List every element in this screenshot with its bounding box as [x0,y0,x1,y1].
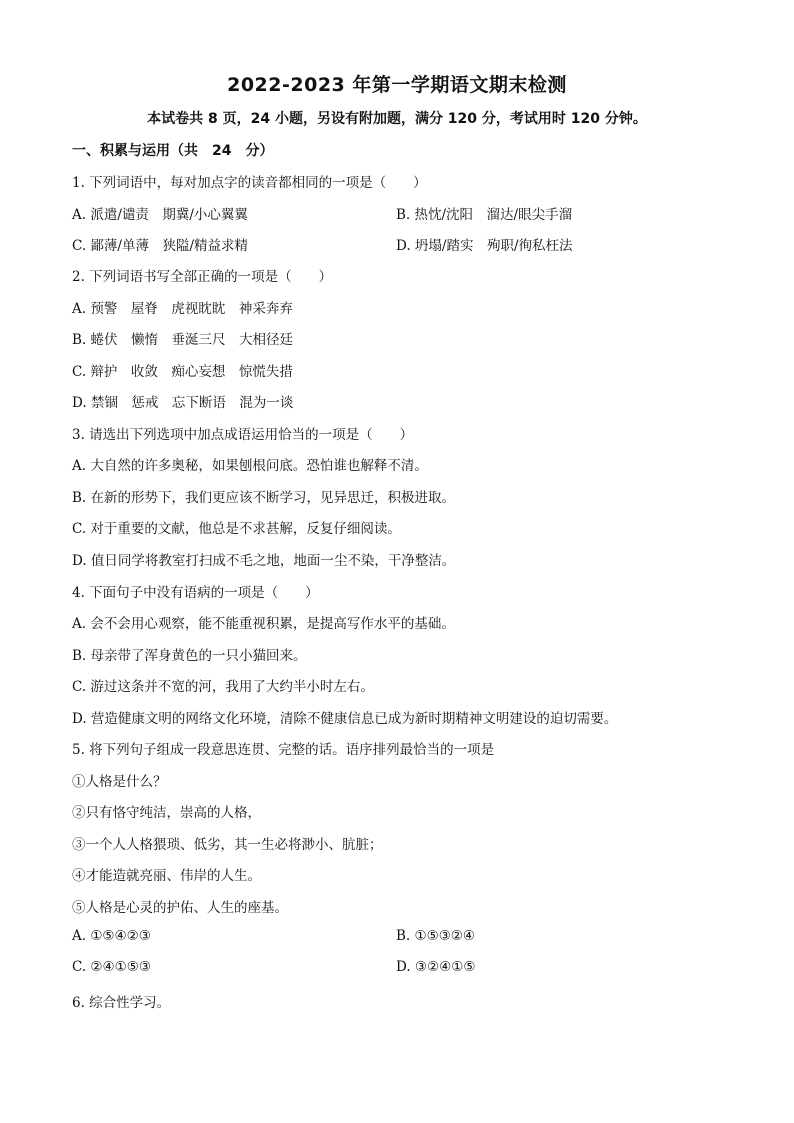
question-6-stem: 6. 综合性学习。 [72,995,171,1011]
question-4-option-c: C. 游过这条并不宽的河，我用了大约半小时左右。 [72,679,374,695]
question-5-stem: 5. 将下列句子组成一段意思连贯、完整的话。语序排列最恰当的一项是 [72,742,495,758]
page-title: 2022-2023 年第一学期语文期末检测 [227,74,567,96]
question-5-option-c: C. ②④①⑤③ [72,959,151,975]
question-5-sentence-1: ①人格是什么？ [72,774,167,790]
question-3-stem: 3. 请选出下列选项中加点成语运用恰当的一项是（ ） [72,427,414,443]
question-5-option-d: D. ③②④①⑤ [396,959,476,975]
question-5-sentence-2: ②只有恪守纯洁，崇高的人格， [72,805,261,821]
section-heading: 一、积累与运用（共 24 分） [72,143,274,159]
question-4-option-d: D. 营造健康文明的网络文化环境，清除不健康信息已成为新时期精神文明建设的迫切需要。 [72,711,618,727]
question-2-option-a: A. 预警 屋脊 虎视眈眈 神采奔弃 [72,301,293,317]
question-3-option-c: C. 对于重要的文献，他总是不求甚解，反复仔细阅读。 [72,521,401,537]
question-5-option-b: B. ①⑤③②④ [396,928,476,944]
question-2-stem: 2. 下列词语书写全部正确的一项是（ ） [72,269,333,285]
question-3-option-d: D. 值日同学将教室打扫成不毛之地，地面一尘不染，干净整洁。 [72,553,456,569]
question-4-stem: 4. 下面句子中没有语病的一项是（ ） [72,585,319,601]
question-1-option-b: B. 热忱/沈阳 溜达/眼尖手溜 [396,207,573,223]
question-2-option-d: D. 禁锢 惩戒 忘下断语 混为一谈 [72,395,294,411]
question-2-option-b: B. 蜷伏 懒惰 垂涎三尺 大相径廷 [72,332,294,348]
question-5-option-a: A. ①⑤④②③ [72,928,151,944]
question-5-sentence-3: ③一个人人格猥琐、低劣，其一生必将渺小、肮脏； [72,837,383,853]
question-3-option-a: A. 大自然的许多奥秘，如果刨根问底。恐怕谁也解释不清。 [72,458,428,474]
question-4-option-a: A. 会不会用心观察，能不能重视积累，是提高写作水平的基础。 [72,616,455,632]
question-1-stem: 1. 下列词语中，每对加点字的读音都相同的一项是（ ） [72,175,427,191]
question-5-sentence-5: ⑤人格是心灵的护佑、人生的座基。 [72,900,288,916]
exam-instructions: 本试卷共 8 页，24 小题，另设有附加题，满分 120 分，考试用时 120 分钟。 [147,111,647,127]
question-2-option-c: C. 辩护 收敛 痴心妄想 惊慌失措 [72,364,293,380]
question-5-sentence-4: ④才能造就亮丽、伟岸的人生。 [72,868,261,884]
question-4-option-b: B. 母亲带了浑身黄色的一只小猫回来。 [72,648,307,664]
question-1-option-a: A. 派遣/谴责 期冀/小心翼翼 [72,207,248,223]
question-1-option-c: C. 鄙薄/单薄 狭隘/精益求精 [72,238,249,254]
question-1-option-d: D. 坍塌/踏实 殉职/徇私枉法 [396,238,573,254]
question-3-option-b: B. 在新的形势下，我们更应该不断学习，见异思迁，积极进取。 [72,490,456,506]
